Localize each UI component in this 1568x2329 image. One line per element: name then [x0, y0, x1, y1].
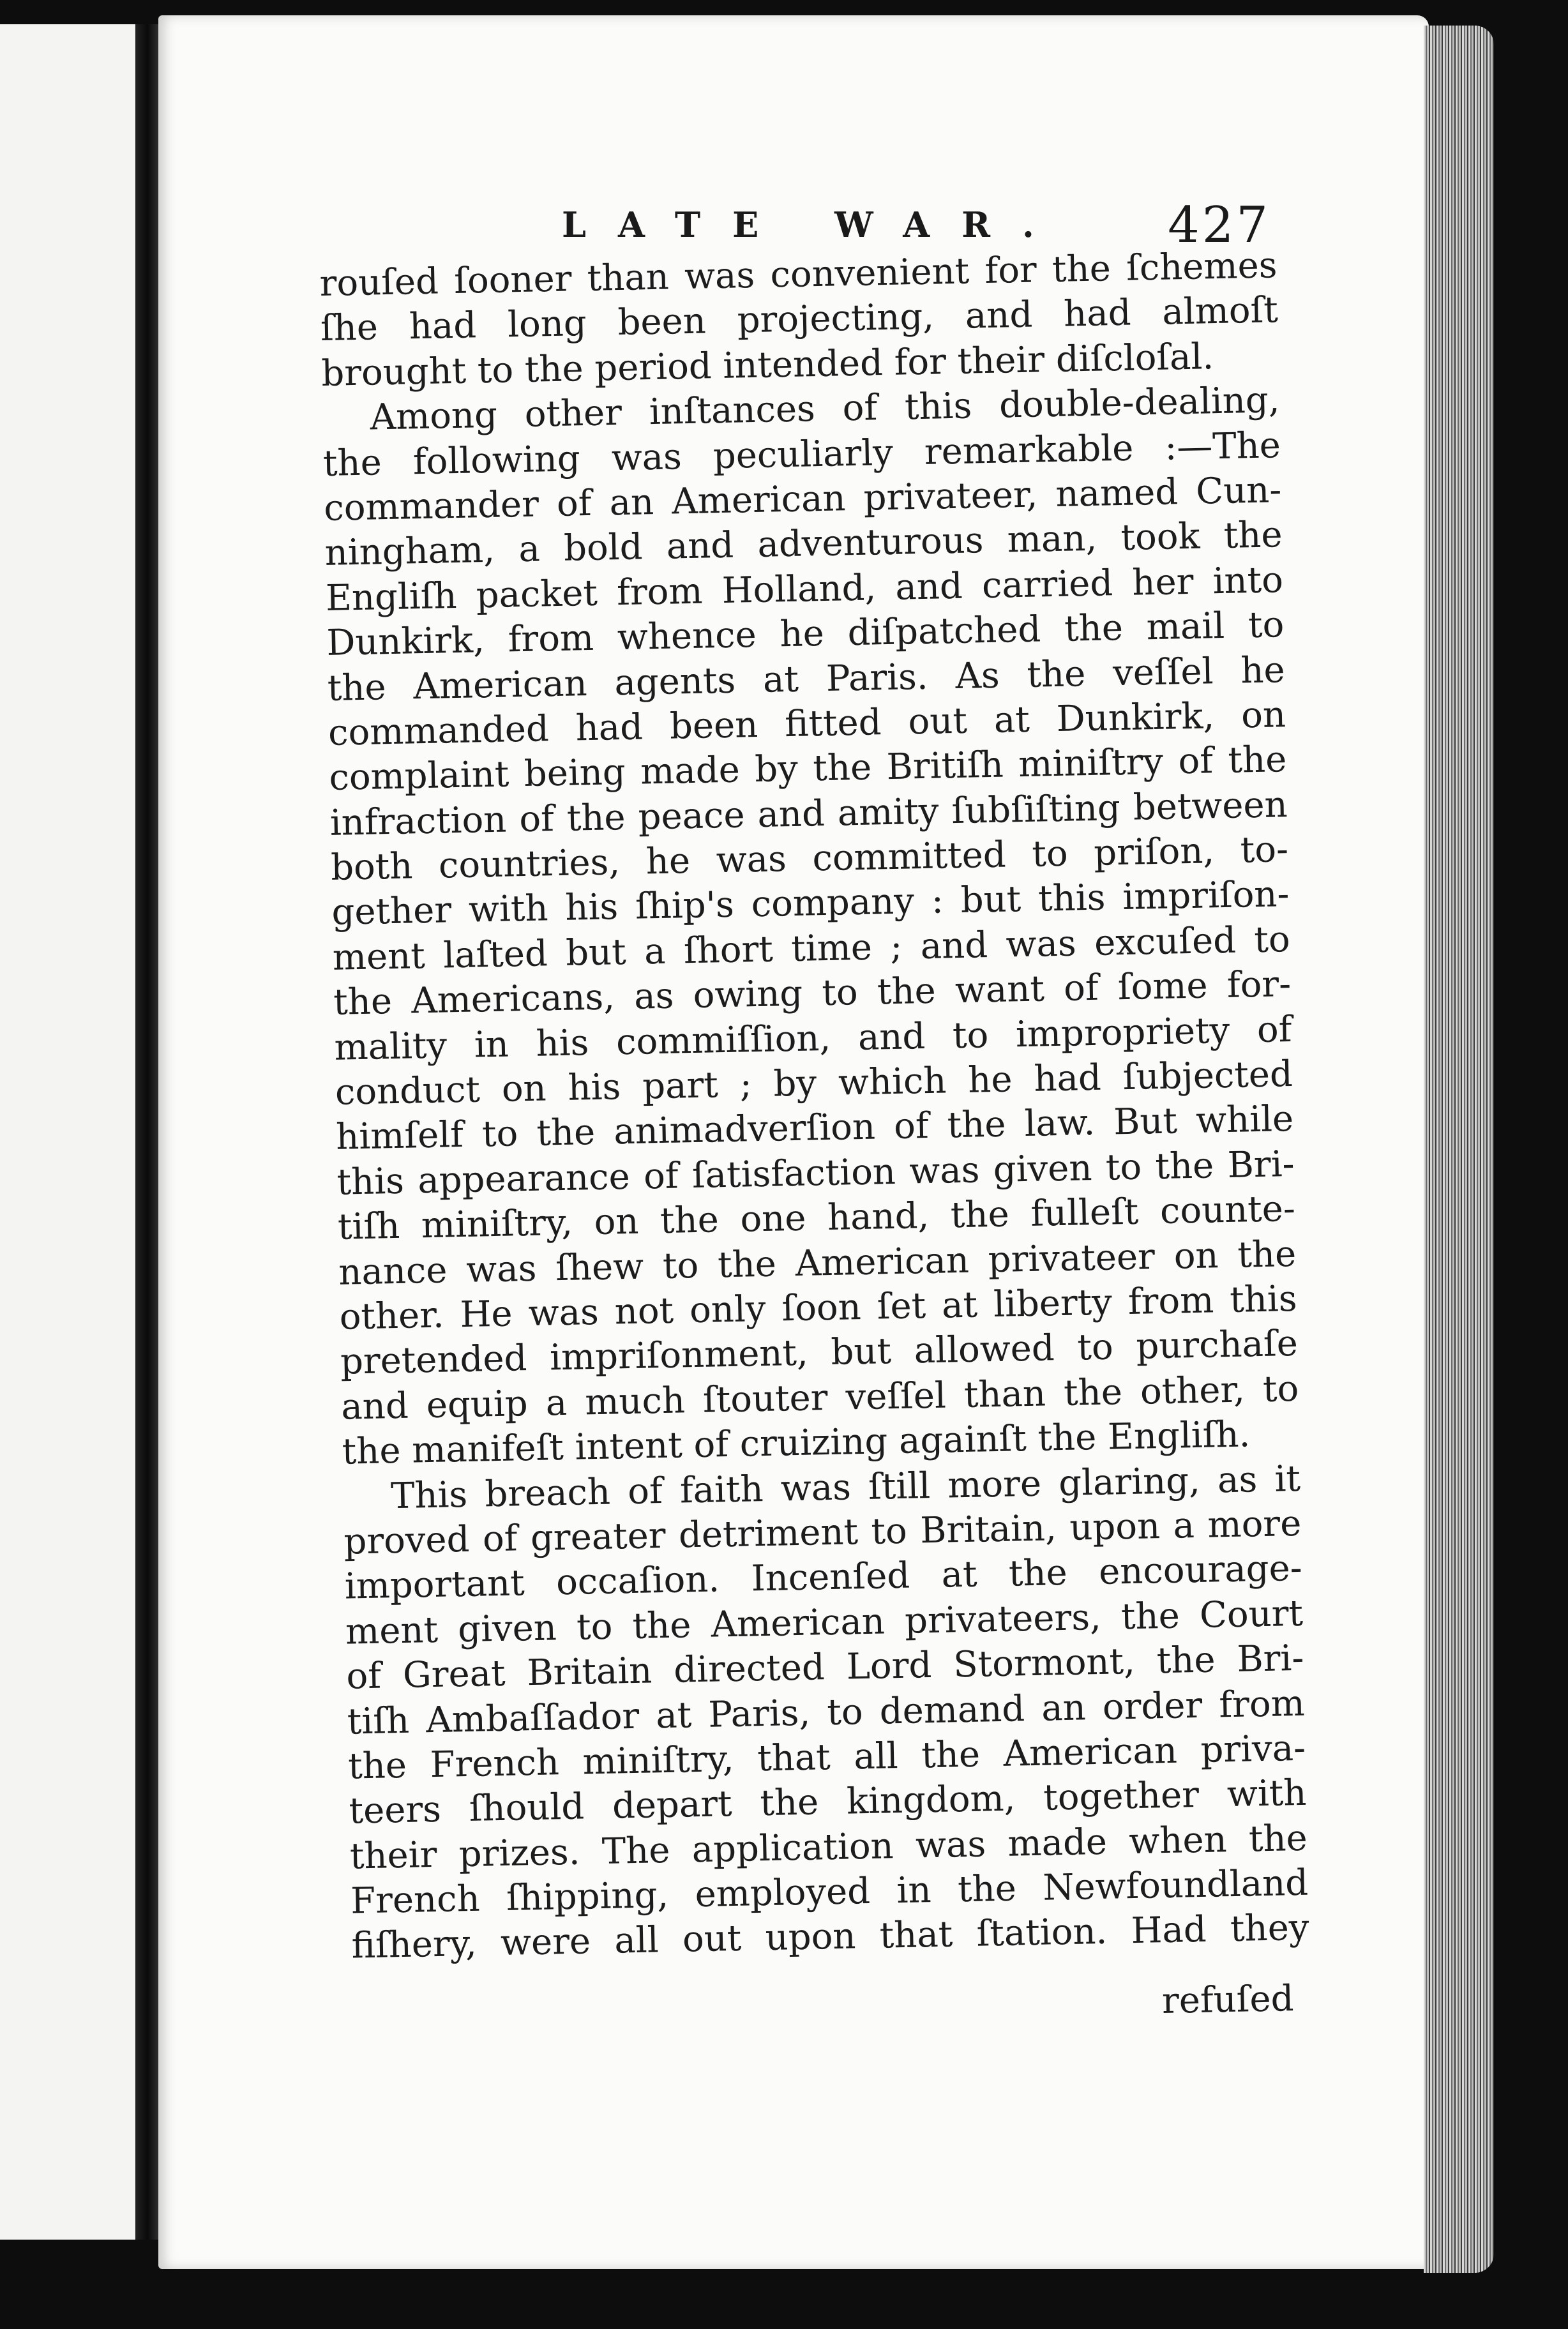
text-line: of Great Britain directed Lord Stormont, the Bri-	[345, 1637, 1304, 1698]
page-stack-edges	[1424, 26, 1494, 2273]
text-line: and equip a much ſtouter veſſel than the other, to	[340, 1368, 1299, 1428]
text-line: infraction of the peace and amity ſubſiſting between	[329, 783, 1288, 844]
text-line: proved of greater detriment to Britain, upon a more	[343, 1502, 1302, 1563]
text-line: Among other inſtances of this double-dealing,	[370, 379, 1281, 439]
text-line: important occaſion. Incenſed at the encourage-	[344, 1548, 1303, 1608]
text-line: both countries, he was committed to priſon, to-	[330, 829, 1289, 889]
facing-page-edge	[0, 24, 135, 2240]
text-line: commanded had been fitted out at Dunkirk, on	[328, 693, 1286, 754]
text-line: French ſhipping, employed in the Newfoundland	[350, 1862, 1309, 1922]
text-line: pretended impriſonment, but allowed to purchaſe	[340, 1323, 1299, 1383]
text-line: ningham, a bold and adventurous man, took the	[324, 514, 1283, 575]
text-line: nance was ſhew to the American privateer on the	[338, 1233, 1297, 1293]
text-line: the following was peculiarly remarkable :—The	[322, 424, 1281, 485]
text-line: tiſh miniſtry, on the one hand, the fulleſt counte-	[337, 1188, 1296, 1248]
text-line: commander of an American privateer, named Cun-	[323, 469, 1282, 529]
running-title: LATE WAR.	[562, 204, 1066, 245]
text-line: This breach of faith was ſtill more glaring, as it	[390, 1458, 1301, 1517]
book-gutter	[135, 24, 160, 2240]
text-line: the Americans, as owing to the want of ſome for-	[333, 963, 1292, 1024]
text-line: ment given to the American privateers, the Court	[345, 1592, 1304, 1653]
text-line: the manifeſt intent of cruizing againſt the Engliſh.	[342, 1413, 1251, 1473]
text-line: this appearance of ſatisfaction was given to the Bri-	[336, 1143, 1295, 1203]
text-line: himſelf to the animadverſion of the law. But while	[335, 1098, 1294, 1159]
text-line: brought to the period intended for their diſcloſal.	[320, 335, 1214, 395]
text-line: their prizes. The application was made when the	[349, 1817, 1308, 1878]
text-line: Engliſh packet from Holland, and carried her into	[325, 559, 1284, 619]
text-line: conduct on his part ; by which he had ſubjected	[335, 1053, 1293, 1113]
catchword: refuſed	[1161, 1978, 1295, 2022]
text-line: mality in his commiſſion, and to impropriety of	[334, 1008, 1292, 1069]
body-text	[319, 243, 1309, 1969]
text-line: the American agents at Paris. As the veſſel he	[327, 649, 1286, 709]
text-line: ment laſted but a ſhort time ; and was excuſed to	[332, 918, 1291, 979]
text-line: fiſhery, were all out upon that ſtation. Had they	[351, 1907, 1310, 1967]
text-line: the French miniſtry, that all the American priva-	[347, 1727, 1306, 1788]
page-number: 427	[1168, 197, 1270, 254]
text-line: other. He was not only ſoon ſet at liberty from this	[339, 1278, 1298, 1338]
text-line: rouſed ſooner than was convenient for the ſchemes	[319, 245, 1278, 305]
text-line: gether with his ſhip's company : but this impriſon-	[331, 873, 1290, 934]
text-line: teers ſhould depart the kingdom, together with	[348, 1772, 1307, 1832]
text-line: Dunkirk, from whence he diſpatched the mail to	[326, 604, 1285, 665]
text-line: tiſh Ambaſſador at Paris, to demand an order from	[347, 1682, 1306, 1743]
text-line: complaint being made by the Britiſh miniſtry of the	[328, 739, 1287, 799]
text-line: ſhe had long been projecting, and had almoſt	[320, 289, 1279, 350]
